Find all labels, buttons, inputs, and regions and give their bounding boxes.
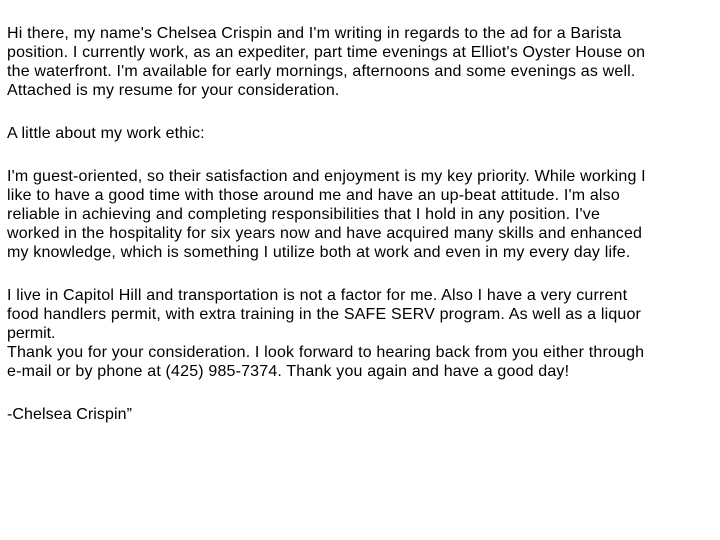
text-line: A little about my work ethic: <box>7 125 205 142</box>
text-line: reliable in achieving and completing responsibilities that I hold in any position. I've <box>7 206 601 223</box>
paragraph-spacer <box>7 100 715 124</box>
text-line: Thank you for your consideration. I look forward to hearing back from you either through <box>7 344 645 361</box>
closing-paragraph <box>7 286 715 381</box>
work-ethic-heading <box>7 124 715 143</box>
text-line: food handlers permit, with extra training in the SAFE SERV program. As well as a liquor <box>7 306 642 323</box>
cover-letter <box>7 24 715 424</box>
text-line: permit. <box>7 325 56 342</box>
text-line: Attached is my resume for your consideration. <box>7 82 340 99</box>
signature-line: -Chelsea Crispin” <box>7 406 132 423</box>
text-line: position. I currently work, as an expediter, part time evenings at Elliot's Oyster House on <box>7 44 646 61</box>
text-line: Hi there, my name's Chelsea Crispin and I'm writing in regards to the ad for a Barista <box>7 25 622 42</box>
paragraph-spacer <box>7 143 715 167</box>
paragraph-spacer <box>7 381 715 405</box>
signature <box>7 405 715 424</box>
paragraph-spacer <box>7 262 715 286</box>
intro-paragraph <box>7 24 715 100</box>
text-line: worked in the hospitality for six years now and have acquired many skills and enhanced <box>7 225 643 242</box>
text-line: like to have a good time with those around me and have an up-beat attitude. I'm also <box>7 187 620 204</box>
text-line: I live in Capitol Hill and transportation is not a factor for me. Also I have a very current <box>7 287 628 304</box>
text-line: e-mail or by phone at (425) 985-7374. Thank you again and have a good day! <box>7 363 570 380</box>
text-line: the waterfront. I'm available for early mornings, afternoons and some evenings as well. <box>7 63 636 80</box>
work-ethic-paragraph <box>7 167 715 262</box>
text-line: my knowledge, which is something I utilize both at work and even in my every day life. <box>7 244 631 261</box>
text-line: I'm guest-oriented, so their satisfaction and enjoyment is my key priority. While working I <box>7 168 646 185</box>
